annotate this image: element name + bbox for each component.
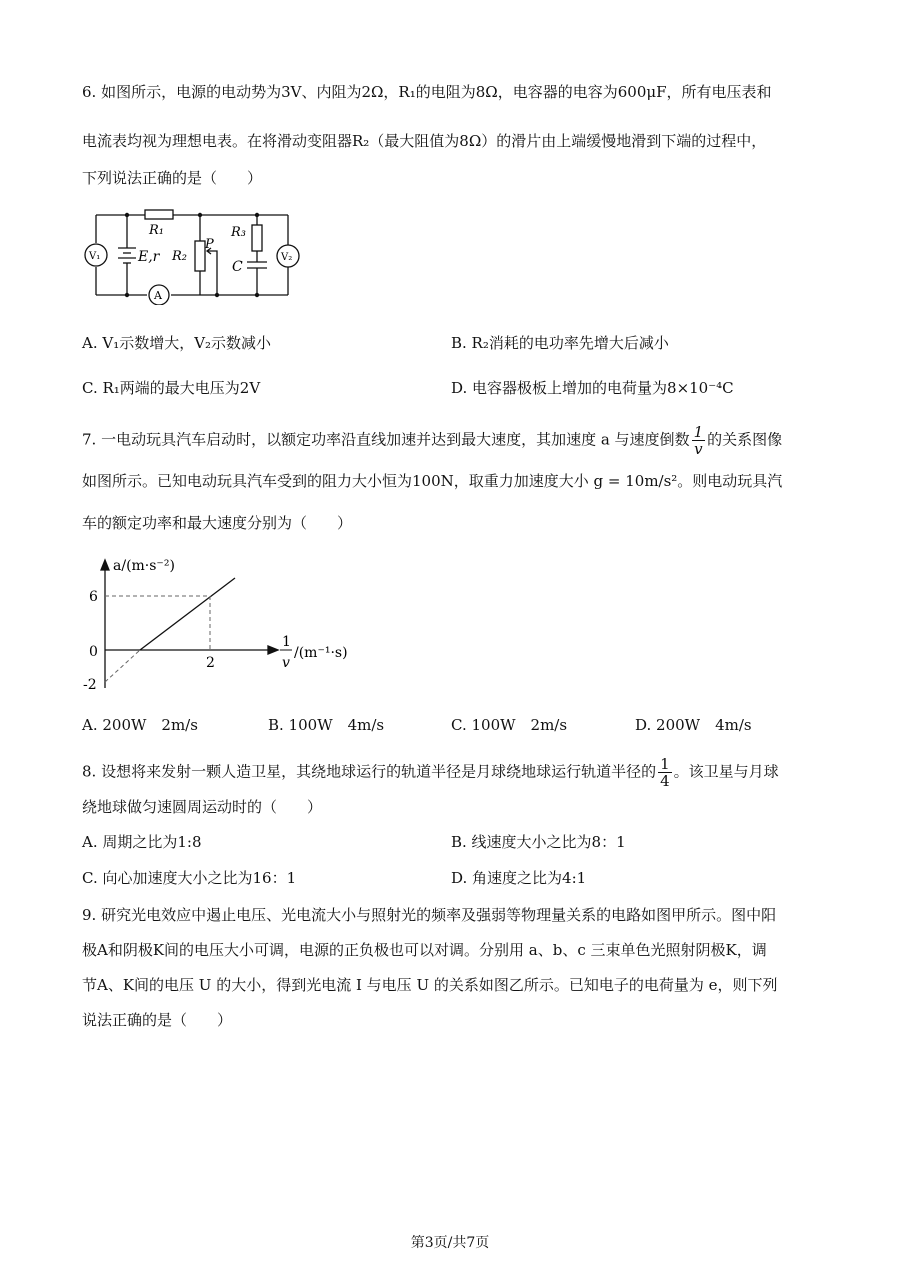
q6-line3: 下列说法正确的是（ ） <box>82 169 263 187</box>
label-r1: R₁ <box>149 223 164 238</box>
q6-option-a: A. V₁示数增大，V₂示数减小 <box>82 334 272 352</box>
q8-option-c: C. 向心加速度大小之比为16：1 <box>82 869 297 887</box>
q6-option-d: D. 电容器极板上增加的电荷量为8×10⁻⁴C <box>451 379 734 397</box>
q9-line1: 9. 研究光电效应中遏止电压、光电流大小与照射光的频率及强弱等物理量关系的电路如图甲所示。图中阳 <box>82 906 777 924</box>
q8-option-d: D. 角速度之比为4:1 <box>451 869 587 887</box>
label-ammeter: A <box>154 289 162 302</box>
q7-line1-post: 的关系图像 <box>707 430 783 449</box>
q8-option-b: B. 线速度大小之比为8：1 <box>451 833 626 851</box>
q7-acceleration-graph <box>78 550 368 700</box>
label-p: P <box>205 237 214 252</box>
graph-ylabel: a/(m·s⁻²) <box>113 558 175 574</box>
q9-line2: 极A和阴极K间的电压大小可调，电源的正负极也可以对调。分别用 a、b、c 三束单色光照射阴极K，调 <box>82 941 767 959</box>
q7-frac-num: 1 <box>693 423 704 441</box>
q7-line1-pre: 7. 一电动玩具汽车启动时，以额定功率沿直线加速并达到最大速度，其加速度 a 与速度倒数 <box>82 430 690 449</box>
q8-option-a: A. 周期之比为1:8 <box>82 833 202 851</box>
label-v1: V₁ <box>89 251 101 262</box>
q7-line3: 车的额定功率和最大速度分别为（ ） <box>82 514 353 532</box>
q8-line2: 绕地球做匀速圆周运动时的（ ） <box>82 798 323 816</box>
q7-inverse-v-fraction <box>692 424 706 457</box>
q8-quarter-fraction <box>658 756 672 789</box>
q7-line2: 如图所示。已知电动玩具汽车受到的阻力大小恒为100N，取重力加速度大小 g = 10m/s²。则电动玩具汽 <box>82 472 783 490</box>
label-c: C <box>232 259 243 275</box>
q6-option-b: B. R₂消耗的电功率先增大后减小 <box>451 334 669 352</box>
q8-line1-post: 。该卫星与月球 <box>673 762 779 781</box>
label-r2: R₂ <box>172 249 187 264</box>
graph-xlabel-unit: /(m⁻¹·s) <box>294 645 348 661</box>
q7-option-d: D. 200W 4m/s <box>635 716 752 734</box>
q7-option-b: B. 100W 4m/s <box>268 716 385 734</box>
graph-tick-y0: 0 <box>89 644 98 660</box>
page-footer: 第3页/共7页 <box>410 1235 490 1251</box>
q9-line3: 节A、K间的电压 U 的大小，得到光电流 I 与电压 U 的关系如图乙所示。已知电子的电荷量为 e，则下列 <box>82 976 778 994</box>
q6-line1: 6. 如图所示，电源的电动势为3V、内阻为2Ω，R₁的电阻为8Ω，电容器的电容为600μF，所有电压表和 <box>82 83 772 101</box>
q6-option-c: C. R₁两端的最大电压为2V <box>82 379 261 397</box>
label-r3: R₃ <box>231 225 246 240</box>
q7-option-a: A. 200W 2m/s <box>82 716 198 734</box>
q8-line1-pre: 8. 设想将来发射一颗人造卫星，其绕地球运行的轨道半径是月球绕地球运行轨道半径的 <box>82 762 657 781</box>
label-v2: V₂ <box>281 252 293 263</box>
q8-frac-den: 4 <box>660 772 670 790</box>
graph-tick-ym2: -2 <box>83 677 97 693</box>
q6-circuit-diagram <box>80 203 305 305</box>
graph-tick-y6: 6 <box>89 589 98 605</box>
q8-frac-num: 1 <box>660 755 670 773</box>
label-er: E,r <box>138 249 160 265</box>
graph-xlabel-num: 1 <box>282 634 291 650</box>
q7-frac-den: v <box>694 440 703 458</box>
q9-line4: 说法正确的是（ ） <box>82 1011 233 1029</box>
q7-option-c: C. 100W 2m/s <box>451 716 568 734</box>
q6-line2: 电流表均视为理想电表。在将滑动变阻器R₂（最大阻值为8Ω）的滑片由上端缓慢地滑到下端的过程中， <box>82 132 767 150</box>
q8-line1 <box>82 756 779 789</box>
q7-line1 <box>82 424 782 457</box>
graph-tick-x2: 2 <box>206 655 215 671</box>
graph-xlabel-den: v <box>282 655 290 671</box>
